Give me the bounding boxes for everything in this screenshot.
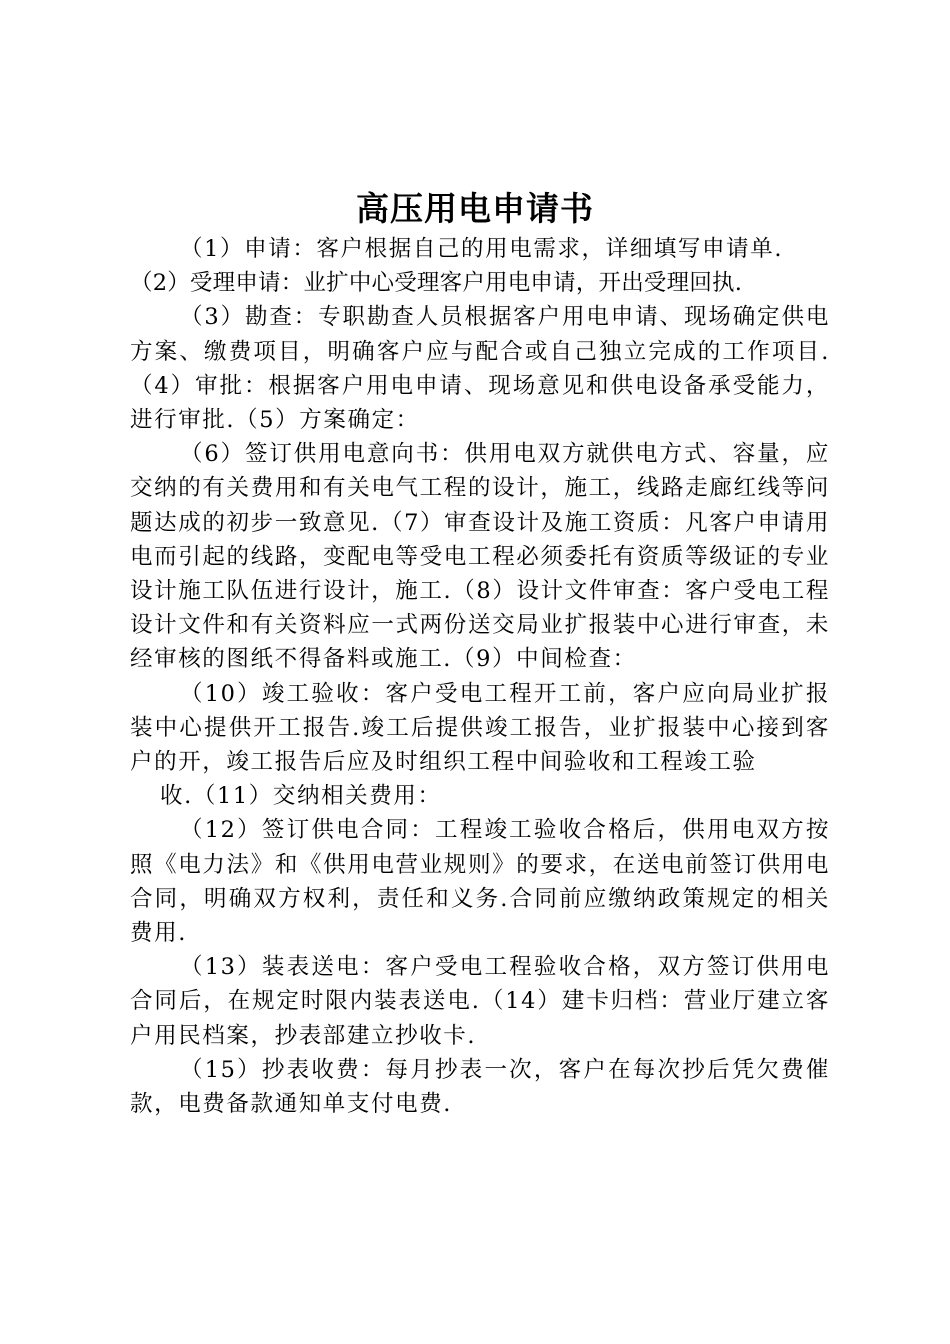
paragraph-9: （15）抄表收费：每月抄表一次，客户在每次抄后凭欠费催款，电费备款通知单支付电费.	[130, 1056, 830, 1118]
paragraph-3: （3）勘查：专职勘查人员根据客户用电申请、现场确定供电方案、缴费项目，明确客户应与配合或自己独立完成的工作项目.（4）审批：根据客户用电申请、现场意见和供电设备承受能力，进行审批.（5）方案确定：	[130, 304, 830, 434]
paragraph-6: 收.（11）交纳相关费用：	[160, 783, 442, 810]
paragraph-8: （13）装表送电：客户受电工程验收合格，双方签订供用电合同后，在规定时限内装表送电.（14）建卡归档：营业厅建立客户用民档案，抄表部建立抄收卡.	[130, 954, 830, 1049]
paragraph-2: （2）受理申请：业扩中心受理客户用电申请，开出受理回执.	[130, 270, 743, 297]
document-body	[130, 232, 830, 1121]
paragraph-5: （10）竣工验收：客户受电工程开工前，客户应向局业扩报装中心提供开工报告.竣工后提供竣工报告，业扩报装中心接到客户的开，竣工报告后应及时组织工程中间验收和工程竣工验	[130, 680, 830, 776]
paragraph-4: （6）签订供用电意向书：供用电双方就供电方式、容量，应交纳的有关费用和有关电气工程的设计，施工，线路走廊红线等问题达成的初步一致意见.（7）审查设计及施工资质：凡客户申请用电而引起的线路，变配电等受电工程必须委托有资质等级证的专业设计施工队伍进行设计，施工.（8）设计文件审查：客户受电工程设计文件和有关资料应一式两份送交局业扩报装中心进行审查，未经审核的图纸不得备料或施工.（9）中间检查：	[130, 441, 830, 673]
document-title: 高压用电申请书	[356, 189, 594, 228]
paragraph-1: （1）申请：客户根据自己的用电需求，详细填写申请单.	[180, 236, 784, 262]
paragraph-7: （12）签订供电合同：工程竣工验收合格后，供用电双方按照《电力法》和《供用电营业规则》的要求，在送电前签订供用电合同，明确双方权利，责任和义务.合同前应缴纳政策规定的相关费用.	[130, 817, 830, 947]
